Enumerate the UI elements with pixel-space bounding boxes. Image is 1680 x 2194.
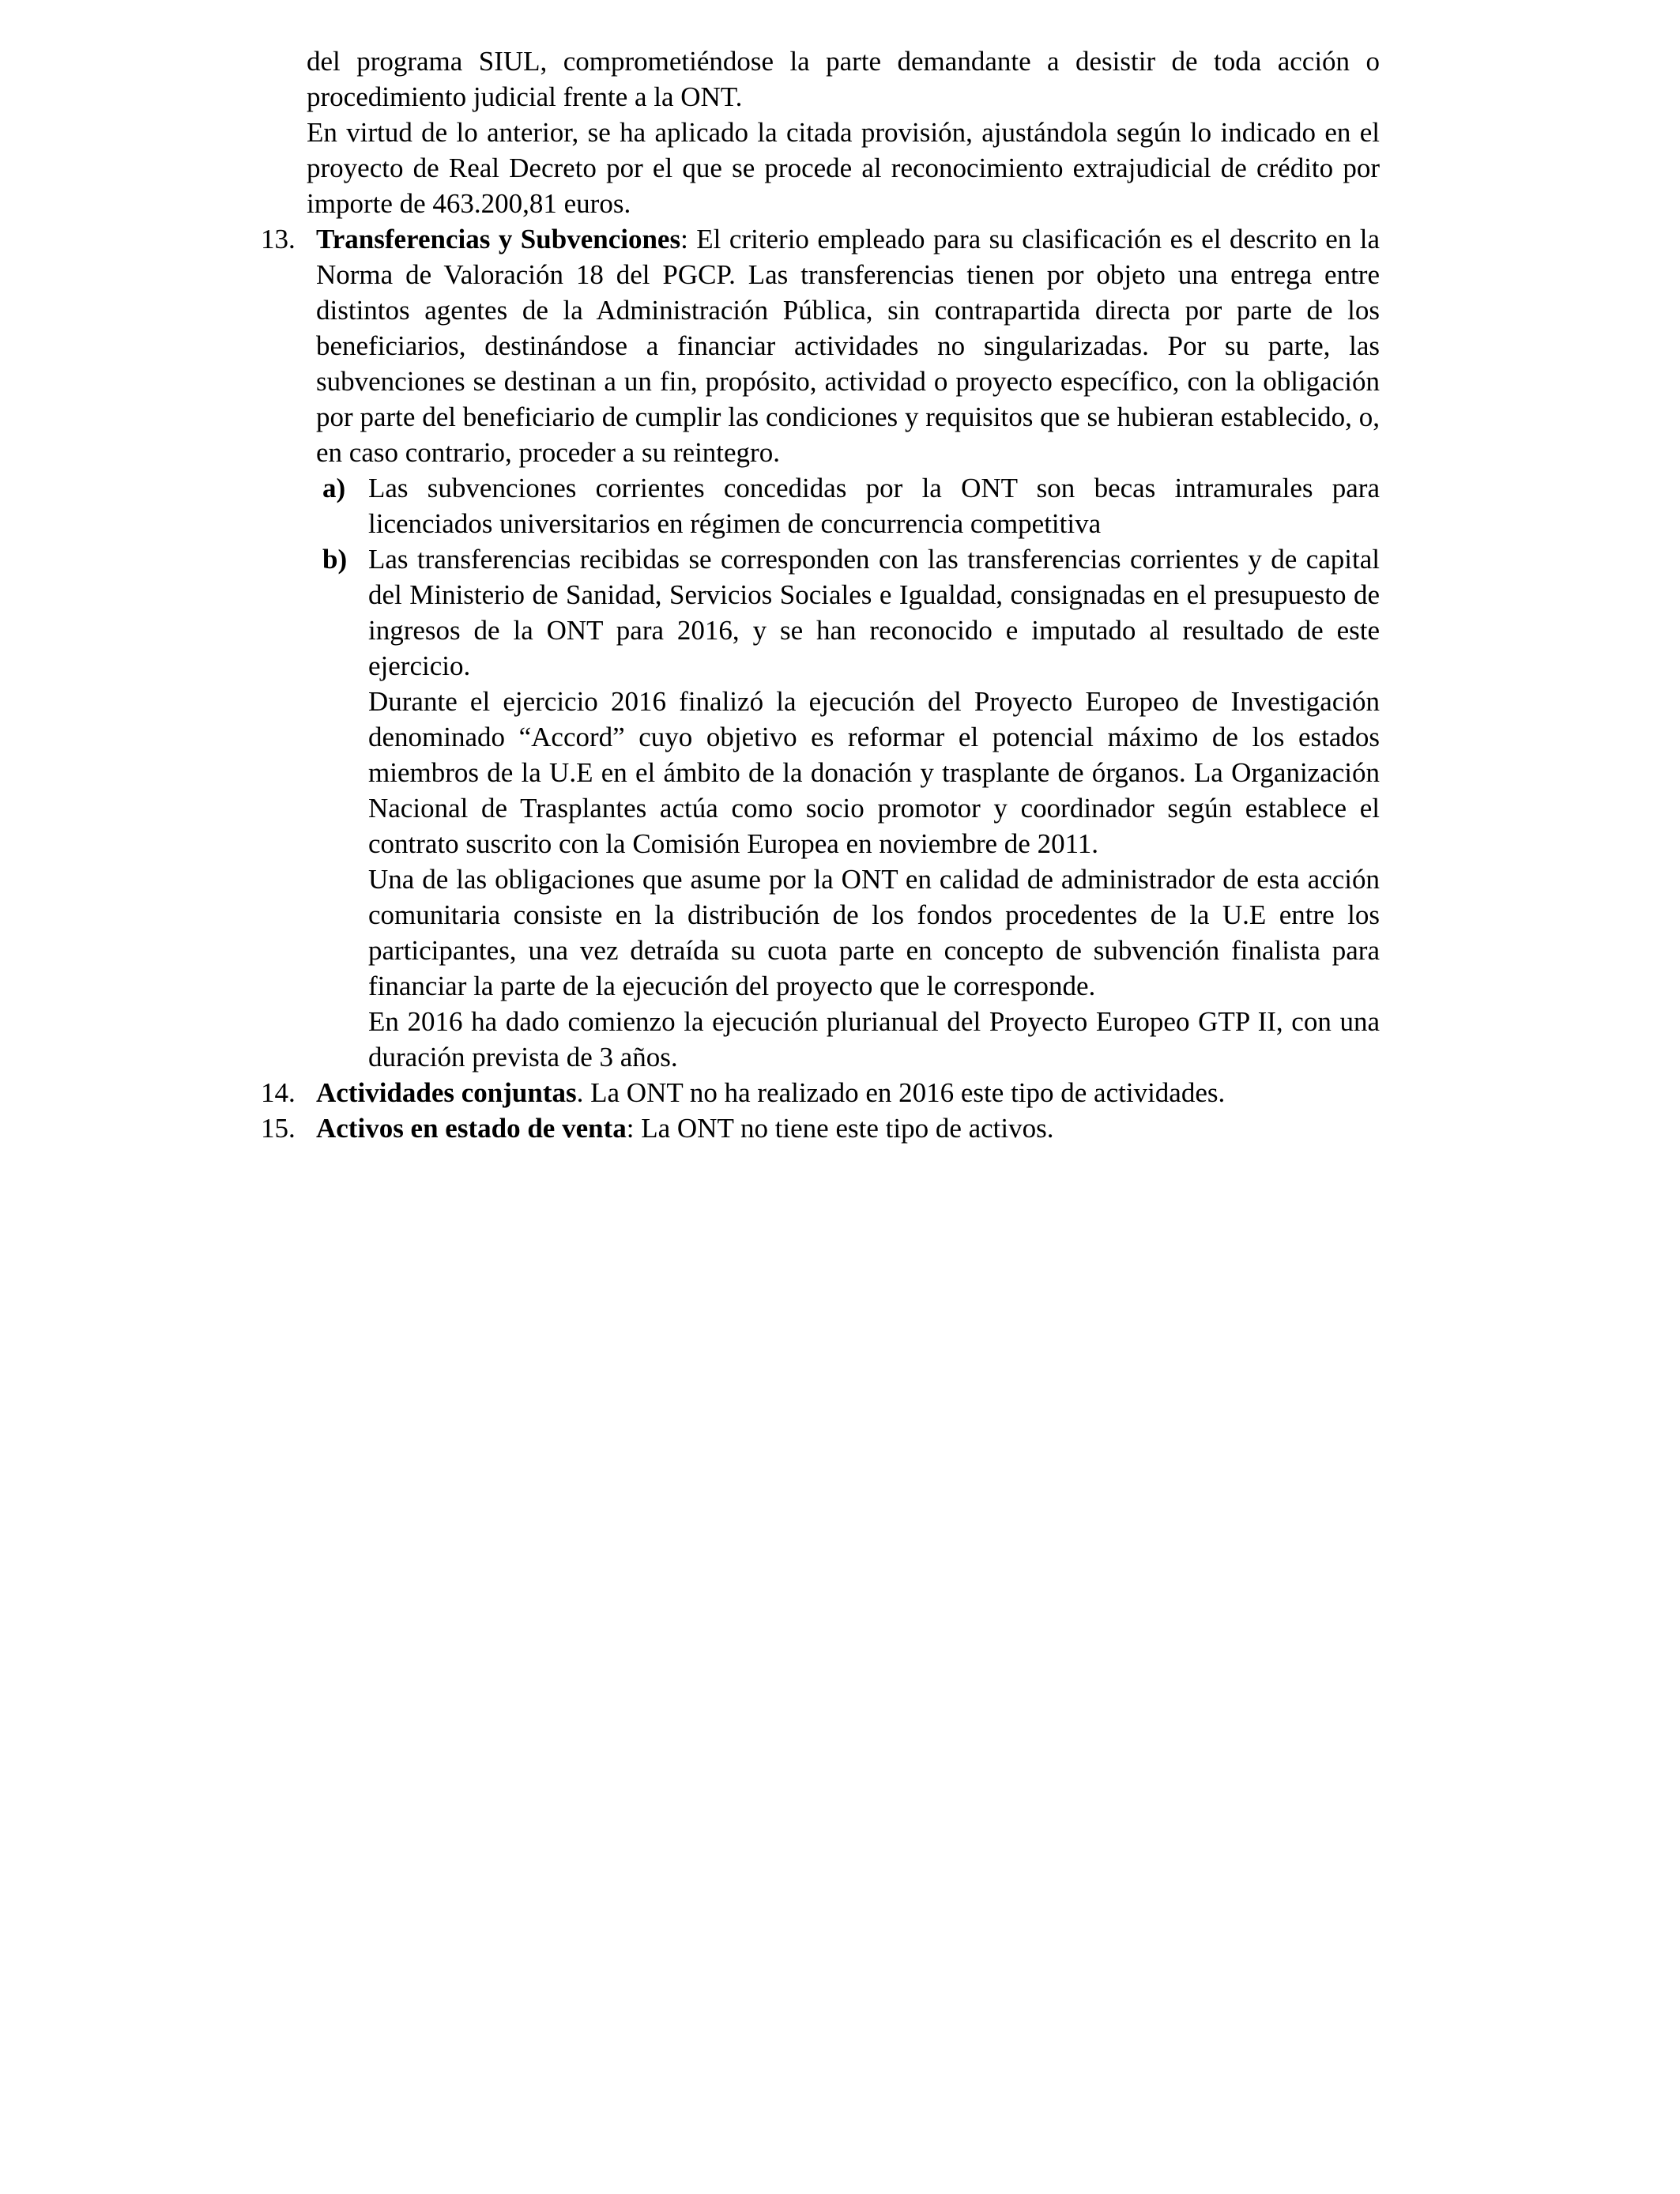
document-page: [261, 43, 1380, 1146]
item-14-separator: .: [576, 1077, 591, 1108]
list-item-13: [261, 221, 1380, 1075]
item-15-paragraph: [316, 1110, 1380, 1146]
list-item-14: [261, 1075, 1380, 1110]
item-15-body-text: La ONT no tiene este tipo de activos.: [641, 1113, 1054, 1144]
item-13-continuation-paragraph-2: Una de las obligaciones que asume por la ONT en calidad de administrador de esta acción comunitaria consiste en la distribución de los fondos procedentes de la U.E entre los participantes, una vez detraída su cuota parte en concepto de subvención finalista para financiar la parte de la ejecución del proyecto que le corresponde.: [368, 864, 1380, 1001]
sub-item-b-text: Las transferencias recibidas se corresponden con las transferencias corrientes y de capital del Ministerio de Sanidad, Servicios Sociales e Igualdad, consignadas en el presupuesto de ingresos de la ONT para 2016, y se han reconocido e imputado al resultado de este ejercicio.: [368, 544, 1380, 681]
item-13-body-text: El criterio empleado para su clasificación es el descrito en la Norma de Valoración 18 del PGCP. Las transferencias tienen por objeto una entrega entre distintos agentes de la Administración Pública, sin contrapartida directa por parte de los beneficiarios, destinándose a financiar actividades no singularizadas. Por su parte, las subvenciones se destinan a un fin, propósito, actividad o proyecto específico, con la obligación por parte del beneficiario de cumplir las condiciones y requisitos que se hubieran establecido, o, en caso contrario, proceder a su reintegro.: [316, 224, 1380, 468]
item-13-continuation-paragraph-3: En 2016 ha dado comienzo la ejecución plurianual del Proyecto Europeo GTP II, con una duración prevista de 3 años.: [368, 1006, 1380, 1072]
item-number: 13.: [261, 224, 296, 254]
item-14-paragraph: [316, 1075, 1380, 1110]
item-14-body-text: La ONT no ha realizado en 2016 este tipo de actividades.: [590, 1077, 1226, 1108]
intro-paragraph-1: del programa SIUL, comprometiéndose la parte demandante a desistir de toda acción o procedimiento judicial frente a la ONT.: [307, 46, 1380, 112]
item-15-separator: :: [626, 1113, 642, 1144]
sub-item-a-marker: a): [322, 473, 346, 503]
item-13-continuation-paragraph-1: Durante el ejercicio 2016 finalizó la ejecución del Proyecto Europeo de Investigación denominado “Accord” cuyo objetivo es reformar el potencial máximo de los estados miembros de la U.E en el ámbito de la donación y trasplante de órganos. La Organización Nacional de Trasplantes actúa como socio promotor y coordinador según establece el contrato suscrito con la Comisión Europea en noviembre de 2011.: [368, 686, 1380, 859]
list-item-15: [261, 1110, 1380, 1146]
item-number: 15.: [261, 1113, 296, 1144]
item-14-title: Actividades conjuntas: [316, 1077, 577, 1108]
item-13-lead-paragraph: [316, 221, 1380, 470]
item-13-title: Transferencias y Subvenciones: [316, 224, 681, 254]
item-13-separator: :: [680, 224, 697, 254]
sub-item-a-text: Las subvenciones corrientes concedidas por la ONT son becas intramurales para licenciados universitarios en régimen de concurrencia competitiva: [368, 473, 1380, 539]
sub-item-a: [316, 470, 1380, 541]
intro-paragraph-2: En virtud de lo anterior, se ha aplicado la citada provisión, ajustándola según lo indicado en el proyecto de Real Decreto por el que se procede al reconocimiento extrajudicial de crédito por importe de 463.200,81 euros.: [307, 117, 1380, 219]
sub-item-b: [316, 541, 1380, 684]
item-15-title: Activos en estado de venta: [316, 1113, 627, 1144]
item-number: 14.: [261, 1077, 296, 1108]
sub-item-b-marker: b): [322, 544, 348, 575]
